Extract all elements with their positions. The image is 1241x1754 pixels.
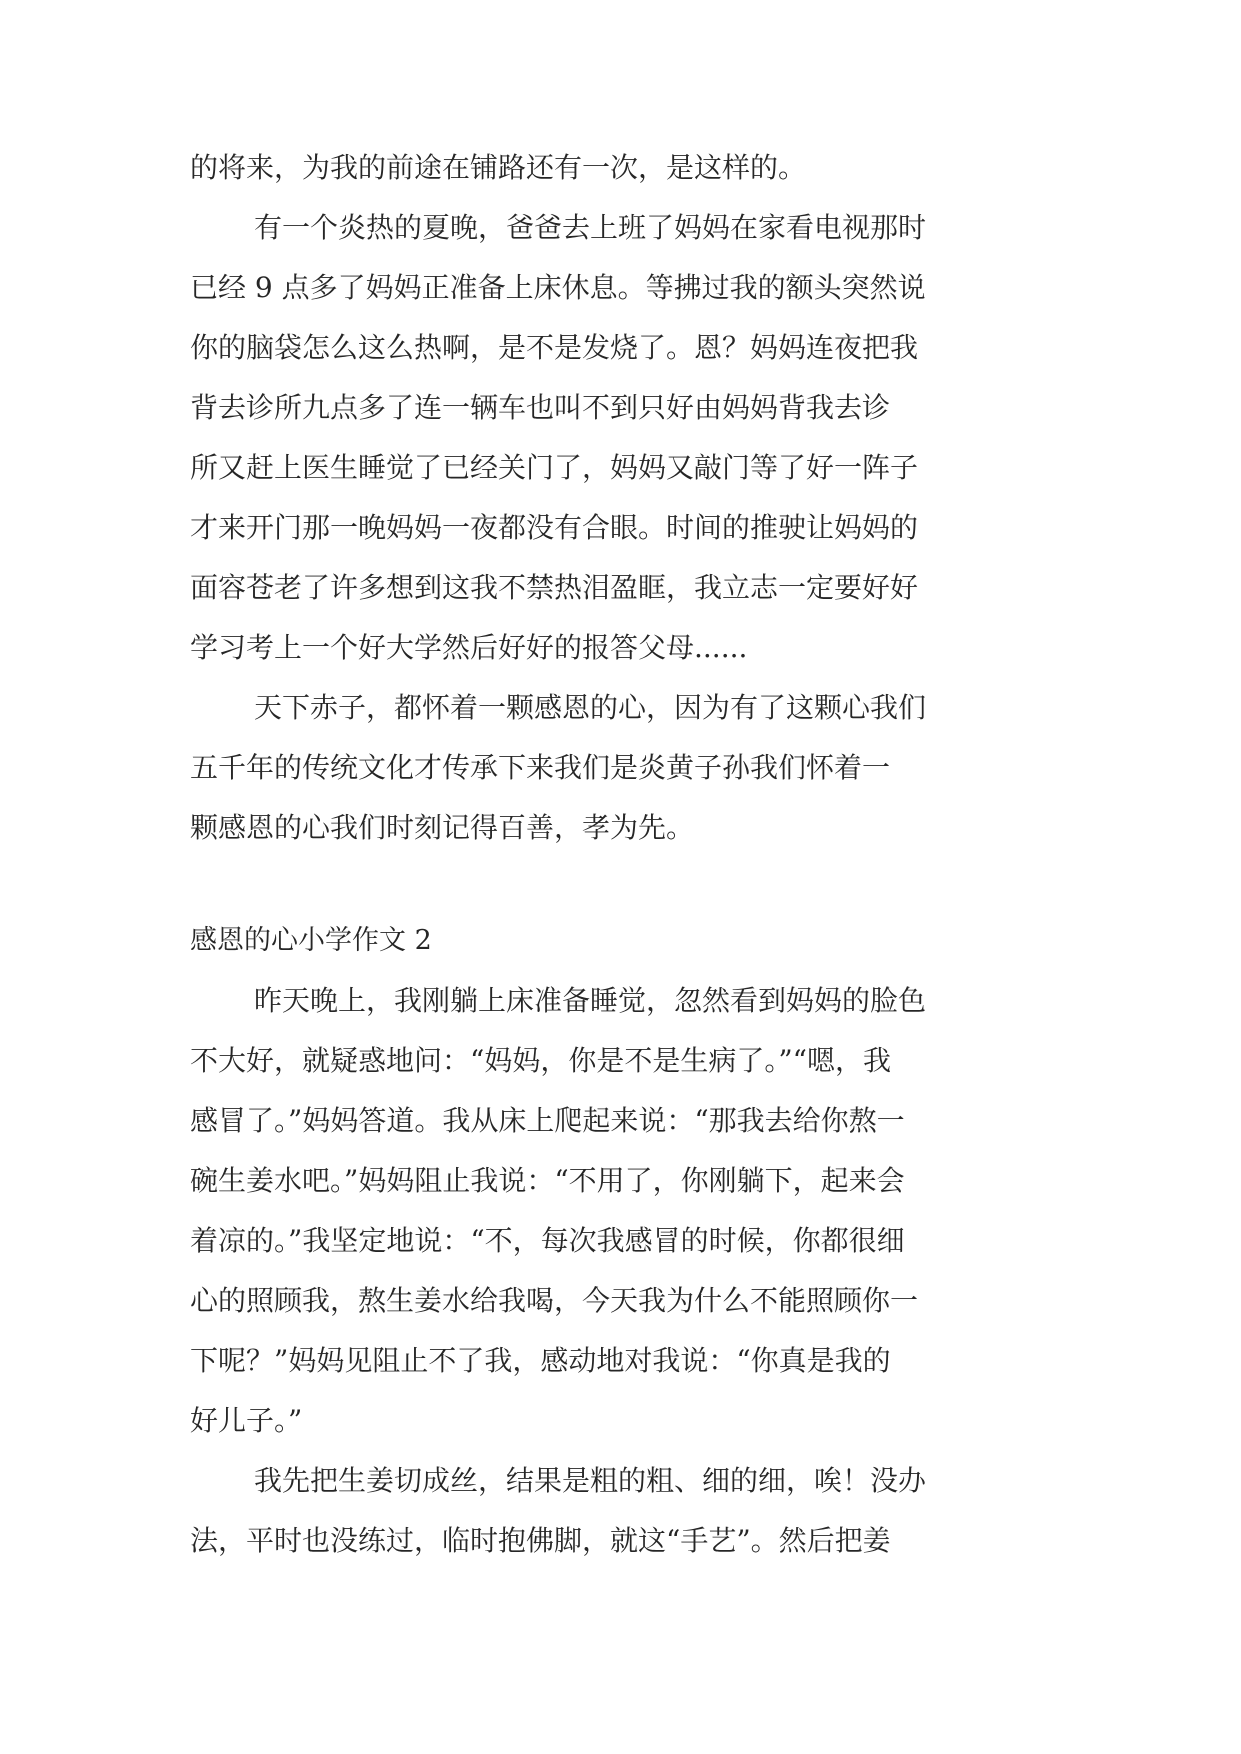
text-line: 颗感恩的心我们时刻记得百善，孝为先。 — [190, 811, 695, 844]
text-line: 法，平时也没练过，临时抱佛脚，就这“手艺”。然后把姜 — [190, 1524, 891, 1557]
text-line: 所又赶上医生睡觉了已经关门了，妈妈又敲门等了好一阵子 — [190, 451, 919, 484]
text-line: 下呢？”妈妈见阻止不了我，感动地对我说：“你真是我的 — [190, 1344, 891, 1377]
text-line: 五千年的传统文化才传承下来我们是炎黄子孙我们怀着一 — [190, 751, 891, 784]
paragraph-start-line: 有一个炎热的夏晚，爸爸去上班了妈妈在家看电视那时 — [254, 211, 927, 244]
text-line: 你的脑袋怎么这么热啊，是不是发烧了。恩？妈妈连夜把我 — [190, 331, 919, 364]
text-line: 感冒了。”妈妈答道。我从床上爬起来说：“那我去给你熬一 — [190, 1104, 905, 1137]
text-line: 的将来，为我的前途在铺路还有一次，是这样的。 — [190, 151, 807, 184]
text-line: 面容苍老了许多想到这我不禁热泪盈眶，我立志一定要好好 — [190, 571, 919, 604]
paragraph-start-line: 我先把生姜切成丝，结果是粗的粗、细的细，唉！没办 — [254, 1464, 927, 1497]
text-line: 不大好，就疑惑地问：“妈妈，你是不是生病了。”“嗯，我 — [190, 1044, 891, 1077]
text-line: 已经 9 点多了妈妈正准备上床休息。等拂过我的额头突然说 — [190, 271, 926, 304]
text-line: 碗生姜水吧。”妈妈阻止我说：“不用了，你刚躺下，起来会 — [190, 1164, 905, 1197]
text-line: 才来开门那一晚妈妈一夜都没有合眼。时间的推驶让妈妈的 — [190, 511, 919, 544]
text-line: 背去诊所九点多了连一辆车也叫不到只好由妈妈背我去诊 — [190, 391, 891, 424]
text-line: 心的照顾我，熬生姜水给我喝，今天我为什么不能照顾你一 — [190, 1284, 919, 1317]
text-line: 着凉的。”我坚定地说：“不，每次我感冒的时候，你都很细 — [190, 1224, 905, 1257]
text-line: 好儿子。” — [190, 1404, 303, 1437]
paragraph-start-line: 昨天晚上，我刚躺上床准备睡觉，忽然看到妈妈的脸色 — [254, 984, 927, 1017]
text-line: 学习考上一个好大学然后好好的报答父母...... — [190, 631, 748, 664]
section-title: 感恩的心小学作文 2 — [190, 925, 432, 956]
paragraph-start-line: 天下赤子，都怀着一颗感恩的心，因为有了这颗心我们 — [254, 691, 927, 724]
